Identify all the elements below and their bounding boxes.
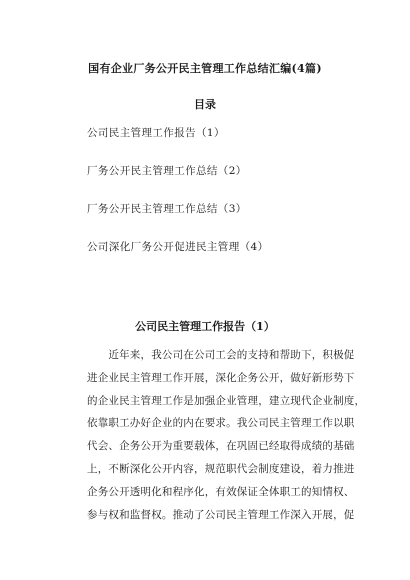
body-line: 进企业民主管理工作开展，深化企务公开，做好新形势下 — [87, 371, 355, 384]
toc-item[interactable]: 公司深化厂务公开促进民主管理（4） — [87, 241, 269, 253]
body-line: 近年来，我公司在公司工会的支持和帮助下，积极促 — [87, 349, 355, 361]
toc-heading: 目录 — [194, 98, 216, 111]
body-line: 企务公开透明化和程序化，有效保证全体职工的知情权、 — [87, 485, 355, 498]
section-title: 公司民主管理工作报告（1） — [135, 320, 275, 333]
document-title: 国有企业厂务公开民主管理工作总结汇编(4篇) — [88, 62, 322, 75]
toc-item[interactable]: 厂务公开民主管理工作总结（3） — [87, 203, 247, 215]
toc-item[interactable]: 公司民主管理工作报告（1） — [87, 127, 225, 139]
body-line: 参与权和监督权。推动了公司民主管理工作深入开展，促 — [87, 508, 355, 521]
body-paragraph — [87, 348, 366, 530]
body-line: 上，不断深化公开内容，规范职代会制度建设，着力推进 — [87, 462, 355, 475]
table-of-contents — [87, 126, 268, 278]
body-line: 的企业民主管理工作是加强企业管理，建立现代企业制度， — [87, 394, 366, 407]
body-line: 依靠职工办好企业的内在要求。我公司民主管理工作以职 — [87, 417, 355, 430]
body-line: 代会、企务公开为重要载体，在巩固已经取得成绩的基础 — [87, 440, 355, 453]
toc-item[interactable]: 厂务公开民主管理工作总结（2） — [87, 165, 247, 177]
